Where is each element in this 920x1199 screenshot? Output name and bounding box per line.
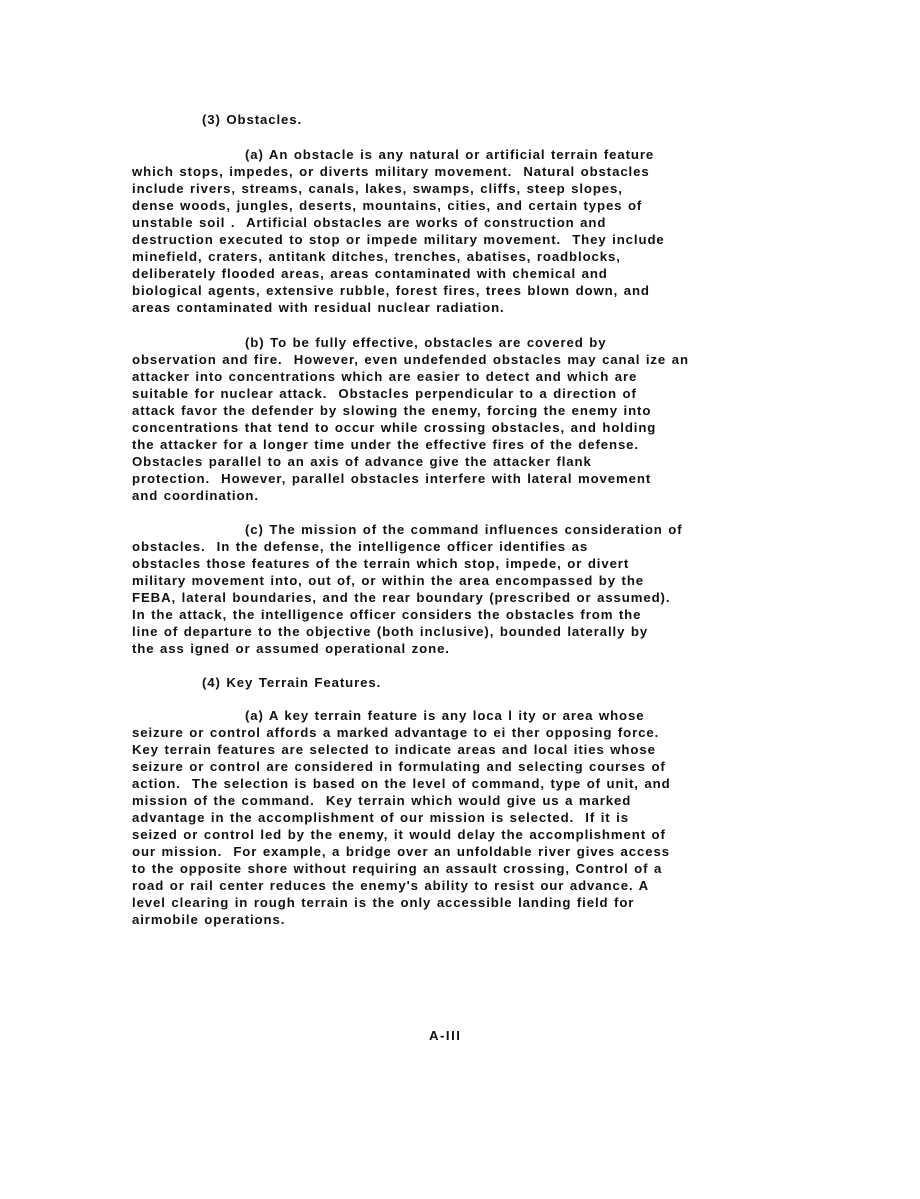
paragraph-line: deliberately flooded areas, areas contaminated with chemical and [132, 266, 608, 281]
paragraph-line: (c) The mission of the command influences consideration of [245, 522, 683, 537]
paragraph-line: FEBA, lateral boundaries, and the rear boundary (prescribed or assumed). [132, 590, 671, 605]
paragraph-line: unstable soil . Artificial obstacles are works of construction and [132, 215, 607, 230]
paragraph-line: (a) An obstacle is any natural or artificial terrain feature [245, 147, 655, 162]
paragraph-line: seizure or control are considered in formulating and selecting courses of [132, 759, 666, 774]
paragraph-line: airmobile operations. [132, 912, 286, 927]
paragraph-line: road or rail center reduces the enemy's ability to resist our advance. A [132, 878, 649, 893]
paragraph-line: level clearing in rough terrain is the only accessible landing field for [132, 895, 635, 910]
paragraph-line: destruction executed to stop or impede military movement. They include [132, 232, 665, 247]
section-heading-obstacles: (3) Obstacles. [202, 112, 303, 127]
paragraph-line: Obstacles parallel to an axis of advance give the attacker flank [132, 454, 592, 469]
paragraph-line: suitable for nuclear attack. Obstacles perpendicular to a direction of [132, 386, 637, 401]
paragraph-line: our mission. For example, a bridge over an unfoldable river gives access [132, 844, 670, 859]
paragraph-line: dense woods, jungles, deserts, mountains, cities, and certain types of [132, 198, 643, 213]
paragraph-line: advantage in the accomplishment of our mission is selected. If it is [132, 810, 629, 825]
paragraph-line: biological agents, extensive rubble, forest fires, trees blown down, and [132, 283, 650, 298]
paragraph-line: action. The selection is based on the level of command, type of unit, and [132, 776, 671, 791]
paragraph-line: (a) A key terrain feature is any loca l ity or area whose [245, 708, 645, 723]
paragraph-line: seizure or control affords a marked advantage to ei ther opposing force. [132, 725, 660, 740]
paragraph-line: In the attack, the intelligence officer considers the obstacles from the [132, 607, 642, 622]
paragraph-line: concentrations that tend to occur while crossing obstacles, and holding [132, 420, 657, 435]
paragraph-line: and coordination. [132, 488, 259, 503]
paragraph-line: seized or control led by the enemy, it would delay the accomplishment of [132, 827, 666, 842]
paragraph-line: the attacker for a longer time under the effective fires of the defense. [132, 437, 639, 452]
paragraph-line: attack favor the defender by slowing the enemy, forcing the enemy into [132, 403, 652, 418]
page-number: A-III [429, 1028, 462, 1043]
paragraph-line: (b) To be fully effective, obstacles are covered by [245, 335, 607, 350]
paragraph-line: include rivers, streams, canals, lakes, swamps, cliffs, steep slopes, [132, 181, 623, 196]
paragraph-line: which stops, impedes, or diverts military movement. Natural obstacles [132, 164, 650, 179]
paragraph-line: observation and fire. However, even undefended obstacles may canal ize an [132, 352, 689, 367]
paragraph-line: line of departure to the objective (both inclusive), bounded laterally by [132, 624, 649, 639]
paragraph-line: Key terrain features are selected to indicate areas and local ities whose [132, 742, 656, 757]
paragraph-line: military movement into, out of, or within the area encompassed by the [132, 573, 645, 588]
paragraph-line: to the opposite shore without requiring an assault crossing, Control of a [132, 861, 663, 876]
paragraph-line: mission of the command. Key terrain which would give us a marked [132, 793, 632, 808]
paragraph-line: the ass igned or assumed operational zone. [132, 641, 450, 656]
section-heading-key-terrain: (4) Key Terrain Features. [202, 675, 382, 690]
paragraph-line: minefield, craters, antitank ditches, trenches, abatises, roadblocks, [132, 249, 621, 264]
paragraph-line: obstacles those features of the terrain which stop, impede, or divert [132, 556, 630, 571]
paragraph-line: protection. However, parallel obstacles interfere with lateral movement [132, 471, 652, 486]
paragraph-line: obstacles. In the defense, the intelligence officer identifies as [132, 539, 589, 554]
paragraph-line: attacker into concentrations which are easier to detect and which are [132, 369, 638, 384]
paragraph-line: areas contaminated with residual nuclear radiation. [132, 300, 505, 315]
